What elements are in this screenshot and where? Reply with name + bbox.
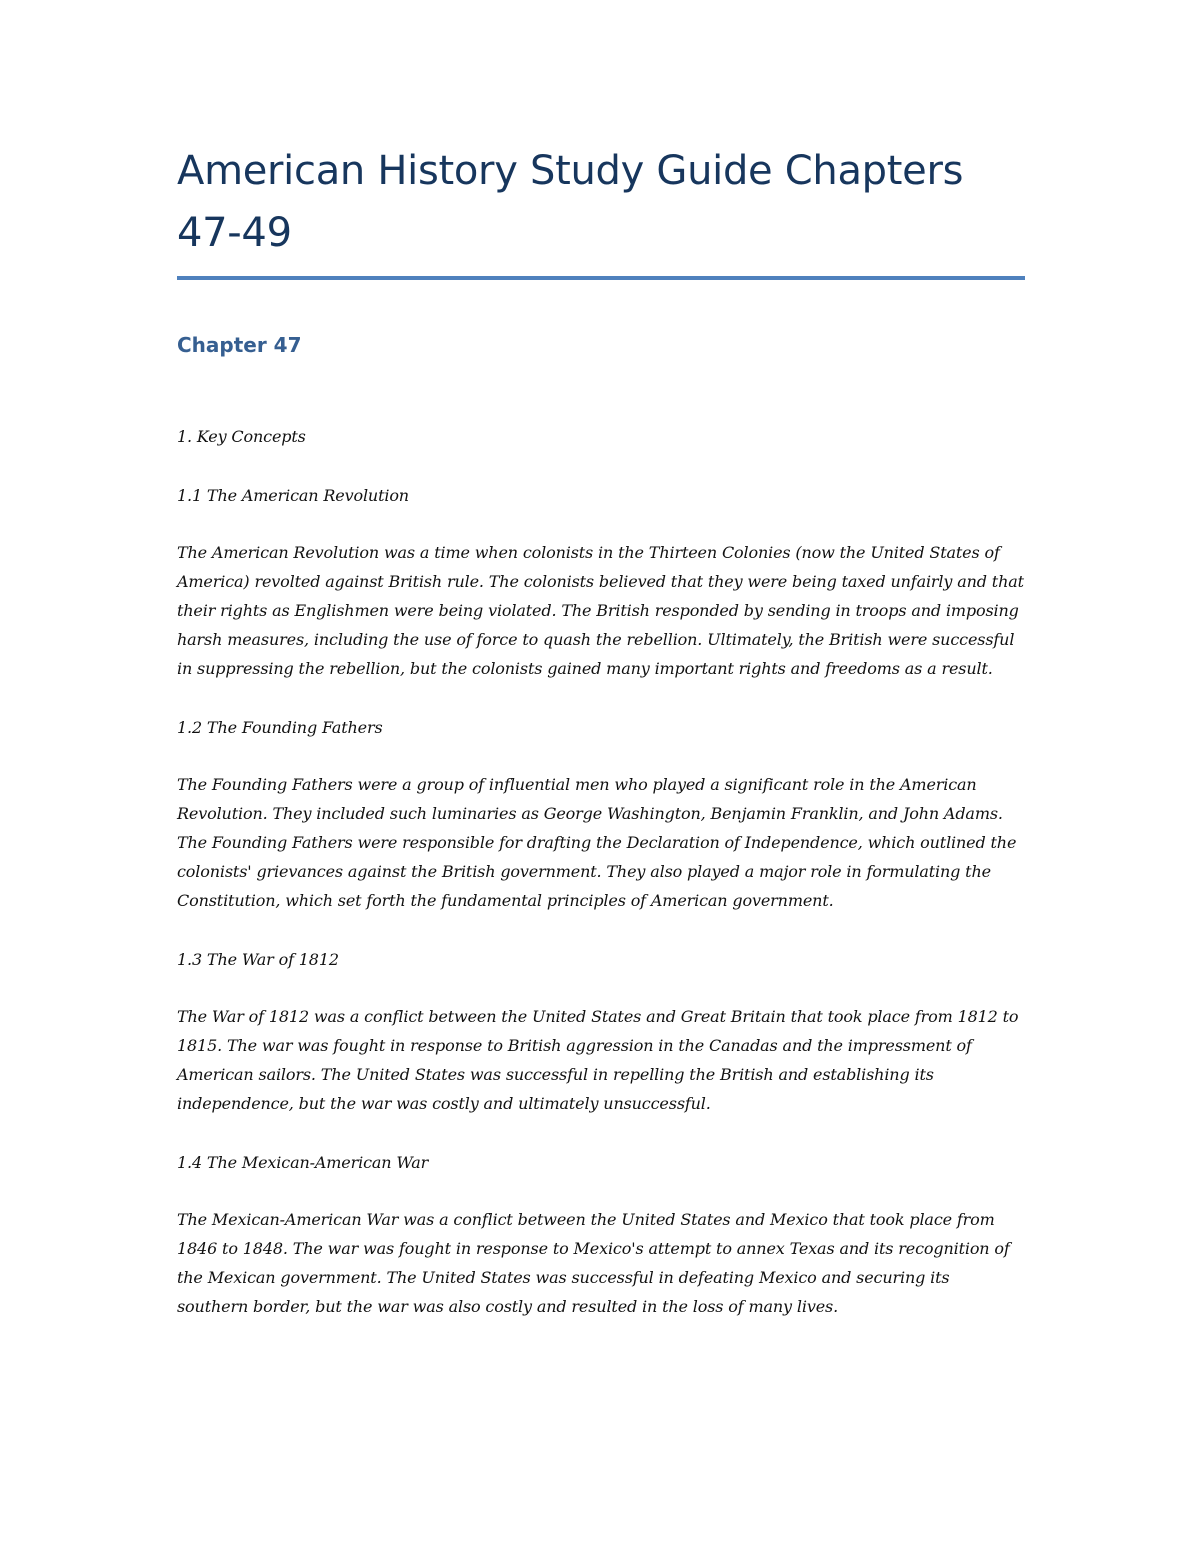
section-title: 1.3 The War of 1812 — [177, 950, 339, 969]
section-paragraph: The Mexican-American War was a conflict between the United States and Mexico that took place from 1846 to 1848. The war was fought in response to Mexico's attempt to annex Texas and its recognition of the Mexican government. The United States was successful in defeating Mexico and securing its southern border, but the war was also costly and resulted in the loss of many lives. — [177, 1210, 1010, 1316]
chapter-heading: Chapter 47 — [177, 333, 302, 357]
document-title: American History Study Guide Chapters 47-49 — [177, 148, 964, 256]
section-paragraph: The American Revolution was a time when colonists in the Thirteen Colonies (now the United States of America) revolted against British rule. The colonists believed that they were being taxed unfairly and that their rights as Englishmen were being violated. The British responded by sending in troops and imposing harsh measures, including the use of force to quash the rebellion. Ultimately, the British were successful in suppressing the rebellion, but the colonists gained many important rights and freedoms as a result. — [177, 543, 1024, 678]
document-body — [177, 140, 1025, 1321]
section-paragraph: The War of 1812 was a conflict between the United States and Great Britain that took place from 1812 to 1815. The war was fought in response to British aggression in the Canadas and the impressment of American sailors. The United States was successful in repelling the British and establishing its independence, but the war was costly and ultimately unsuccessful. — [177, 1007, 1019, 1113]
outline-heading: 1. Key Concepts — [177, 427, 306, 446]
section-title: 1.1 The American Revolution — [177, 486, 409, 505]
title-underline-rule — [177, 276, 1025, 280]
section-title: 1.2 The Founding Fathers — [177, 718, 383, 737]
section-paragraph: The Founding Fathers were a group of influential men who played a significant role in the American Revolution. They included such luminaries as George Washington, Benjamin Franklin, and John Adams. The Founding Fathers were responsible for drafting the Declaration of Independence, which outlined the colonists' grievances against the British government. They also played a major role in formulating the Constitution, which set forth the fundamental principles of American government. — [177, 775, 1017, 910]
section-title: 1.4 The Mexican-American War — [177, 1153, 429, 1172]
